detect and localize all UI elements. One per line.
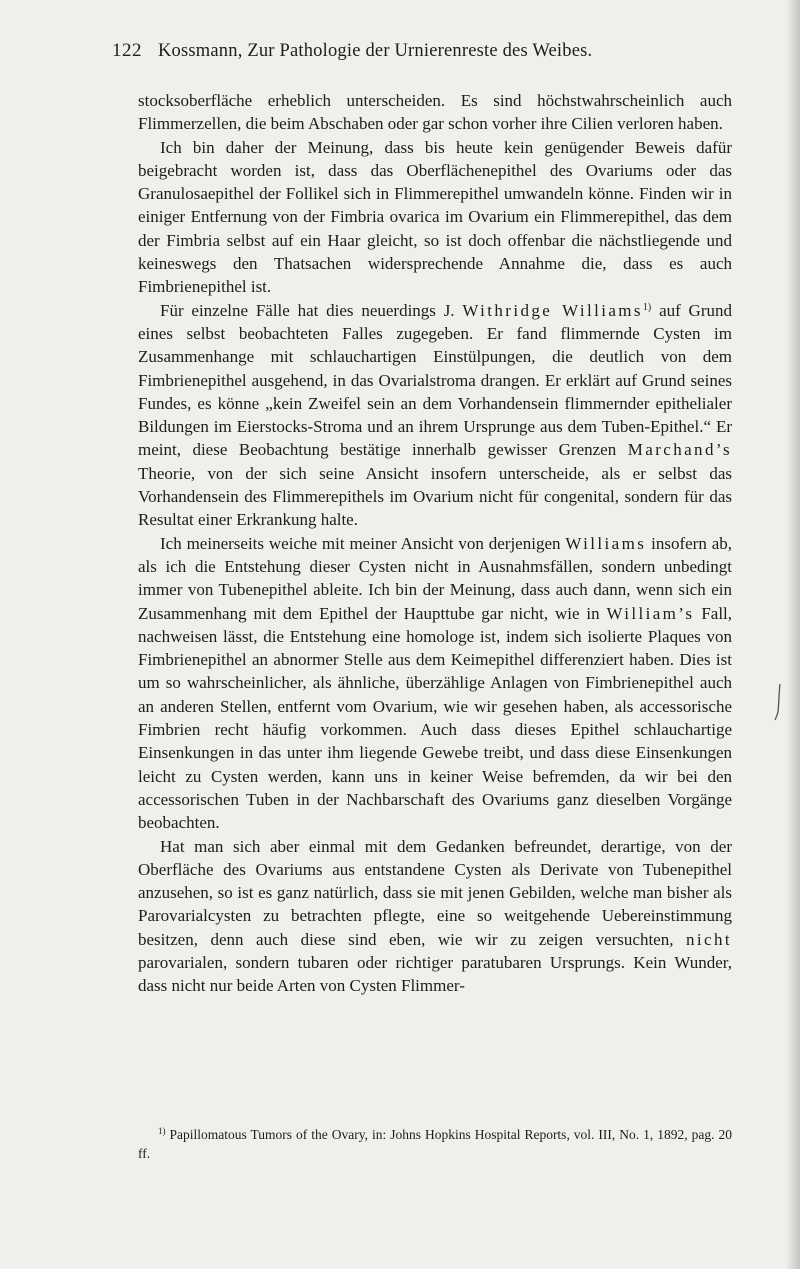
paragraph-1: [138, 89, 732, 136]
paragraph-5-text-a: Hat man sich aber einmal mit dem Gedanken befreundet, derartige, von der Oberfläche des Ovariums aus entstandene Cysten als Derivate von Tubenepithel anzusehen, so ist es ganz natürlich, dass sie mit jenen Gebilden, welche man bisher als Parovarialcysten zu betrachten pflegte, eine so weitgehende Uebereinstimmung besitzen, denn auch diese sind eben, wie wir zu zeigen versuchten,: [138, 836, 732, 949]
author-name-williams-3: William’s: [606, 603, 695, 623]
author-name-marchand: Marchand’s: [627, 440, 732, 460]
paragraph-5: [138, 835, 732, 998]
paragraph-4-text-c: Fall, nachweisen lässt, die Entstehung eine homologe ist, indem sich isolierte Plaques von Fimbrienepithel an abnormer Stelle aus dem Keimepithel differenziert haben. Dies ist um so wahrscheinlicher, als ähnliche, überzählige Anlagen von Fimbrienepithel auch an anderen Stellen, entfernt vom Ovarium, wie wir gesehen haben, als accessorische Fimbrien recht häufig vorkommen. Auch dass dieses Epithel schlauchartige Einsenkungen in das unter ihm liegende Gewebe treibt, und dass diese Einsenkungen leicht zu Cysten werden, kann uns in keiner Weise befremden, da wir bei den accessorischen Tuben in der Nachbarschaft des Ovariums ganz dieselben Vorgänge beobachten.: [138, 603, 733, 833]
paragraph-4-text-a: Ich meinerseits weiche mit meiner Ansicht von derjenigen: [160, 533, 561, 553]
margin-pencil-mark: [774, 682, 784, 722]
paragraph-3: [138, 299, 732, 532]
emphasis-nicht: nicht: [686, 929, 732, 949]
paragraph-3-text-a: Für einzelne Fälle hat dies neuerdings J.: [160, 300, 455, 320]
footnote: [138, 1125, 732, 1163]
running-head: [112, 38, 752, 64]
paragraph-2: [138, 136, 732, 299]
page-number: 122: [112, 40, 142, 61]
paragraph-2-text: Ich bin daher der Meinung, dass bis heute kein genügender Beweis dafür beigebracht worden ist, dass das Oberflächenepithel des Ovariums oder das Granulosaepithel der Follikel sich in Flimmerepithel umwandeln könne. Finden wir in einiger Entfernung von der Fimbria ovarica im Ovarium ein Flimmerepithel, das dem der Fimbria selbst auf ein Haar gleicht, so ist doch offenbar die nächstliegende und keineswegs den Thatsachen widersprechende Annahme die, dass es auch Fimbrienepithel ist.: [138, 137, 732, 297]
running-title: Kossmann, Zur Pathologie der Urnierenreste des Weibes.: [158, 41, 593, 61]
body-text: [138, 89, 732, 998]
paragraph-4: [138, 532, 732, 835]
paragraph-3-text-b: auf Grund eines selbst beobachteten Falles zugegeben. Er fand flimmernde Cysten im Zusammenhange mit schlauchartigen Einstülpungen, die deutlich von dem Fimbrienepithel ausgehend, in das Ovarialstroma drangen. Er erklärt auf Grund seines Fundes, es könne „kein Zweifel sein an dem Vorhandensein flimmernder epithelialer Bildungen im Eierstocks-Stroma und an ihrem Ursprunge aus dem Tuben-Epithel.“ Er meint, diese Beobachtung bestätige innerhalb gewisser Grenzen: [138, 300, 732, 460]
paragraph-4-text-b: insofern ab, als ich die Entstehung dieser Cysten nicht in Ausnahmsfällen, sondern unbedingt immer von Tubenepithel ableite. Ich bin der Meinung, dass auch dann, wenn sich ein Zusammenhang mit dem Epithel der Haupttube gar nicht, wie in: [138, 533, 733, 623]
footnote-text: Papillomatous Tumors of the Ovary, in: Johns Hopkins Hospital Reports, vol. III, No. 1, 1892, pag. 20 ff.: [138, 1127, 732, 1161]
paragraph-5-text-b: parovarialen, sondern tubaren oder richtiger paratubaren Ursprungs. Kein Wunder, dass nicht nur beide Arten von Cysten Flimmer-: [138, 952, 732, 996]
page-edge-shadow: [786, 0, 800, 1269]
paragraph-3-text-c: Theorie, von der sich seine Ansicht insofern unterscheide, als er selbst das Vorhandensein des Flimmerepithels im Ovarium nicht für congenital, sondern für das Resultat einer Erkrankung halte.: [138, 463, 732, 530]
author-name-williams: Withridge Williams: [462, 300, 643, 320]
author-name-williams-2: Williams: [565, 533, 647, 553]
footnote-reference: 1): [642, 301, 652, 313]
footnote-marker: 1): [158, 1126, 166, 1136]
paragraph-1-text: stocksoberfläche erheblich unterscheiden. Es sind höchstwahrscheinlich auch Flimmerzellen, die beim Abschaben oder gar schon vorher ihre Cilien verloren haben.: [138, 91, 732, 134]
